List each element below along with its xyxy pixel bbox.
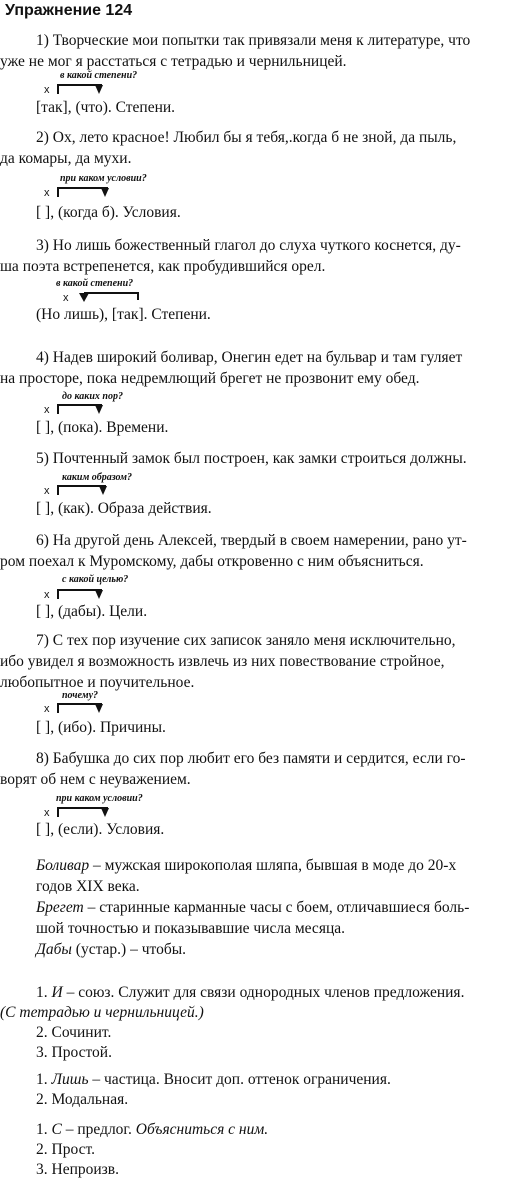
analysis-3-line-3: 3. Непроизв.	[36, 1161, 119, 1178]
analysis-1-example: (С тетрадью и чернильницей.)	[0, 1004, 204, 1021]
arrow-3-icon	[76, 290, 142, 304]
x-mark-8: x	[44, 807, 50, 819]
scheme-7: [ ], (ибо). Причины.	[36, 719, 166, 736]
glossary-definition: (устар.) – чтобы.	[71, 941, 186, 958]
x-mark-7: x	[44, 703, 50, 715]
analysis-term: С	[51, 1121, 62, 1138]
analysis-example: Объясниться с ним.	[135, 1121, 269, 1138]
scheme-3: (Но лишь), [так]. Степени.	[36, 306, 211, 323]
sentence-8-line-1: 8) Бабушка до сих пор любит его без памяти и сердится, если го-	[36, 750, 466, 767]
scheme-4: [ ], (пока). Времени.	[36, 419, 169, 436]
sentence-4	[0, 347, 526, 389]
glossary-term: Боливар	[36, 857, 90, 874]
question-4: до каких пор?	[62, 391, 123, 402]
arrow-2-icon	[56, 185, 112, 199]
scheme-1: [так], (что). Степени.	[36, 99, 176, 116]
glossary	[36, 855, 526, 960]
analysis-number: 1.	[36, 1121, 52, 1138]
question-8: при каком условии?	[56, 793, 143, 804]
sentence-2	[0, 127, 526, 169]
glossary-item-breguet-cont: шой точностью и показывавшие числа месяца.	[36, 920, 345, 937]
x-mark-5: x	[44, 485, 50, 497]
analysis-3-line-2: 2. Прост.	[36, 1141, 95, 1158]
scheme-6: [ ], (дабы). Цели.	[36, 603, 148, 620]
sentence-2-line-1: 2) Ох, лето красное! Любил бы я тебя,.когда б не зной, да пыль,	[36, 129, 457, 146]
analysis-number: 1.	[36, 984, 52, 1001]
question-1: в какой степени?	[60, 70, 138, 81]
sentence-1-line-1: 1) Творческие мои попытки так привязали меня к литературе, что	[36, 32, 471, 49]
sentence-2-line-2: да комары, да мухи.	[0, 150, 132, 167]
analysis-block-1	[0, 983, 526, 1063]
question-5: каким образом?	[62, 472, 133, 483]
sentence-3	[0, 235, 526, 277]
sentence-6	[0, 530, 526, 572]
sentence-4-line-1: 4) Надев широкий боливар, Онегин едет на бульвар и там гуляет	[36, 349, 463, 366]
analysis-1-line-3: 3. Простой.	[36, 1044, 112, 1061]
sentence-7-line-3: любопытное и поучительное.	[0, 674, 195, 691]
x-mark-1: x	[44, 84, 50, 96]
analysis-term: Лишь	[51, 1071, 89, 1088]
x-mark-3: x	[63, 292, 69, 304]
scheme-8: [ ], (если). Условия.	[36, 821, 165, 838]
question-7: почему?	[62, 690, 99, 701]
analysis-text: – предлог.	[61, 1121, 136, 1138]
glossary-definition: – старинные карманные часы с боем, отличавшиеся боль-	[83, 899, 470, 916]
sentence-8	[0, 748, 526, 790]
x-mark-6: x	[44, 589, 50, 601]
sentence-7-line-2: ибо увидел я возможность извлечь из них повествование стройное,	[0, 653, 445, 670]
sentence-4-line-2: на просторе, пока недремлющий брегет не прозвонит ему обед.	[0, 370, 420, 387]
analysis-3-line-1	[36, 1120, 526, 1140]
scheme-2: [ ], (когда б). Условия.	[36, 204, 181, 221]
arrow-7-icon	[56, 701, 106, 715]
sentence-3-line-1: 3) Но лишь божественный глагол до слуха чуткого коснется, ду-	[36, 237, 461, 254]
analysis-term: И	[51, 984, 63, 1001]
x-mark-4: x	[44, 404, 50, 416]
glossary-item-daby	[36, 939, 526, 960]
analysis-2-line-1	[36, 1070, 526, 1090]
arrow-1-icon	[56, 82, 106, 96]
arrow-8-icon	[56, 805, 112, 819]
question-3: в какой степени?	[56, 278, 134, 289]
glossary-item-boliwar-cont: годов XIX века.	[36, 878, 140, 895]
glossary-item-breguet	[36, 897, 526, 918]
analysis-text: – союз. Служит для связи однородных членов предложения.	[62, 984, 465, 1001]
question-2: при каком условии?	[60, 173, 147, 184]
arrow-4-icon	[56, 402, 106, 416]
sentence-5-line-1: 5) Почтенный замок был построен, как замки строиться должны.	[36, 450, 467, 467]
page-title: Упражнение 124	[5, 2, 133, 19]
sentence-6-line-1: 6) На другой день Алексей, твердый в своем намерении, рано ут-	[36, 532, 467, 549]
scheme-5: [ ], (как). Образа действия.	[36, 500, 212, 517]
analysis-text: – частица. Вносит доп. оттенок ограничения.	[88, 1071, 391, 1088]
analysis-1-line-2: 2. Сочинит.	[36, 1024, 112, 1041]
analysis-1-line-1	[36, 983, 526, 1003]
analysis-block-3	[36, 1120, 526, 1180]
sentence-3-line-2: ша поэта встрепенется, как пробудившийся орел.	[0, 258, 326, 275]
analysis-block-2	[36, 1070, 526, 1110]
arrow-6-icon	[56, 587, 106, 601]
glossary-item-boliwar	[36, 855, 526, 876]
sentence-8-line-2: ворят об нем с неуважением.	[0, 771, 191, 788]
sentence-6-line-2: ром поехал к Муромскому, дабы откровенно с ним объясниться.	[0, 553, 424, 570]
sentence-7-line-1: 7) С тех пор изучение сих записок заняло меня исключительно,	[36, 632, 456, 649]
analysis-2-line-2: 2. Модальная.	[36, 1091, 129, 1108]
glossary-term: Дабы	[36, 941, 72, 958]
glossary-definition: – мужская широкополая шляпа, бывшая в моде до 20-х	[89, 857, 457, 874]
arrow-5-icon	[56, 483, 110, 497]
sentence-1-line-2: уже не мог я расстаться с тетрадью и чернильницей.	[0, 53, 347, 70]
glossary-term: Брегет	[36, 899, 84, 916]
question-6: с какой целью?	[62, 574, 129, 585]
analysis-number: 1.	[36, 1071, 52, 1088]
x-mark-2: x	[44, 187, 50, 199]
sentence-1	[0, 30, 526, 72]
sentence-7	[0, 630, 526, 693]
sentence-5	[36, 448, 526, 469]
